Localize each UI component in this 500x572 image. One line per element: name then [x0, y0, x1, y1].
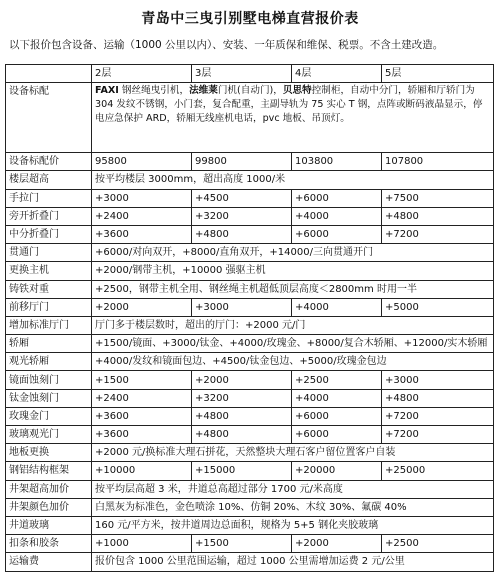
row-description: 160 元/平方米，按井道周边总面积，规格为 5+5 钢化夹胶玻璃	[92, 516, 494, 534]
row-label: 前移厅门	[6, 298, 92, 316]
row-label: 设备标配	[6, 83, 92, 153]
price-cell: +25000	[382, 462, 494, 480]
row-label: 楼层超高	[6, 171, 92, 189]
row-description: +6000/对向双开，+8000/直角双开，+14000/三向贯通开门	[92, 244, 494, 262]
config-text: 门机(自动门)，	[217, 85, 283, 97]
row-label: 设备标配价	[6, 153, 92, 171]
price-cell: 95800	[92, 153, 192, 171]
price-cell: +5000	[382, 298, 494, 316]
price-cell: +7200	[382, 407, 494, 425]
table-row	[6, 535, 494, 553]
table-row	[6, 298, 494, 316]
brand-faxi: FAXI	[95, 85, 119, 97]
header-row	[6, 65, 494, 83]
price-cell: 99800	[192, 153, 292, 171]
row-label: 井架颜色加价	[6, 498, 92, 516]
price-cell: +1500	[192, 535, 292, 553]
row-description: +2000 元/换标准大理石拼花，天然整块大理石客户留位置客户自装	[92, 444, 494, 462]
price-cell: +4000	[292, 389, 382, 407]
price-cell: +3000	[92, 189, 192, 207]
header-cell	[6, 65, 92, 83]
price-cell: +3000	[382, 371, 494, 389]
table-row	[6, 371, 494, 389]
page-subtitle: 以下报价包含设备、运输（1000 公里以内）、安装、一年质保和维保、税票。不含土建改造。	[9, 39, 444, 51]
price-cell: +4500	[192, 189, 292, 207]
price-cell: +3600	[92, 407, 192, 425]
row-label: 钢铝结构框架	[6, 462, 92, 480]
price-cell: +1000	[92, 535, 192, 553]
price-cell: +2000	[92, 298, 192, 316]
page-title: 青岛中三曳引别墅电梯直营报价表	[141, 11, 359, 27]
table-row	[6, 335, 494, 353]
brand-favelly: 法维莱	[189, 85, 218, 97]
table-row	[6, 407, 494, 425]
row-description: +4000/发纹和镜面包边、+4500/钛金包边、+5000/玫瑰金包边	[92, 353, 494, 371]
price-cell: +4000	[292, 298, 382, 316]
price-cell: +20000	[292, 462, 382, 480]
row-label: 增加标准厅门	[6, 316, 92, 334]
table-row	[6, 171, 494, 189]
table-row	[6, 444, 494, 462]
table-row	[6, 262, 494, 280]
row-label: 铸铁对重	[6, 280, 92, 298]
row-label: 中分折叠门	[6, 225, 92, 243]
row-description: 白黑灰为标准色，金色喷涂 10%、仿铜 20%、木纹 30%、氟碳 40%	[92, 498, 494, 516]
row-label: 玫瑰金门	[6, 407, 92, 425]
table-row	[6, 244, 494, 262]
price-cell: +4800	[382, 207, 494, 225]
header-cell: 5层	[382, 65, 494, 83]
table-row	[6, 153, 494, 171]
table-row	[6, 553, 494, 571]
row-label: 镜面蚀刻门	[6, 371, 92, 389]
config-row	[6, 83, 494, 153]
table-row	[6, 280, 494, 298]
price-table	[5, 64, 494, 572]
price-cell: +6000	[292, 407, 382, 425]
price-cell: +4800	[192, 225, 292, 243]
table-row	[6, 316, 494, 334]
price-cell: +2000	[292, 535, 382, 553]
row-label: 贯通门	[6, 244, 92, 262]
price-cell: +15000	[192, 462, 292, 480]
price-cell: +3600	[92, 426, 192, 444]
price-cell: +7200	[382, 426, 494, 444]
header-cell: 2层	[92, 65, 192, 83]
row-description: 按平均楼层 3000mm，超出高度 1000/米	[92, 171, 494, 189]
table-row	[6, 498, 494, 516]
row-description: +1500/镜面、+3000/钛金、+4000/玫瑰金、+8000/复合木轿厢、+12000/实木轿厢	[92, 335, 494, 353]
table-row	[6, 207, 494, 225]
price-cell: +2000	[192, 371, 292, 389]
row-description: 按平均层高超 3 米，井道总高超过部分 1700 元/米高度	[92, 480, 494, 498]
row-label: 手拉门	[6, 189, 92, 207]
row-label: 井架超高加价	[6, 480, 92, 498]
price-cell: +6000	[292, 225, 382, 243]
price-cell: +2400	[92, 207, 192, 225]
header-cell: 3层	[192, 65, 292, 83]
row-label: 井道玻璃	[6, 516, 92, 534]
price-cell: +6000	[292, 426, 382, 444]
price-cell: +4800	[382, 389, 494, 407]
row-label: 钛金蚀刻门	[6, 389, 92, 407]
price-cell: +3000	[192, 298, 292, 316]
price-cell: +2500	[292, 371, 382, 389]
row-label: 扣条和胶条	[6, 535, 92, 553]
row-description: +2500，钢带主机全用、钢丝绳主机超低顶层高度＜2800mm 时用一半	[92, 280, 494, 298]
price-cell: +4800	[192, 407, 292, 425]
price-cell: +4000	[292, 207, 382, 225]
config-text: 控制柜，自动中分门，轿厢和厅轿门为 304 发纹不锈钢，小门套，复合配重，主副导轨为 75 实心 T 钢，点阵或断码液晶显示，停电应急保护 ARD，轿厢无线座机电话，pvc 地板、吊顶灯。	[95, 85, 483, 125]
row-label: 更换主机	[6, 262, 92, 280]
header-cell: 4层	[292, 65, 382, 83]
table-row	[6, 516, 494, 534]
row-label: 观光轿厢	[6, 353, 92, 371]
row-description: +2000/钢带主机，+10000 强驱主机	[92, 262, 494, 280]
table-row	[6, 426, 494, 444]
row-description: 报价包含 1000 公里范围运输，超过 1000 公里需增加运费 2 元/公里	[92, 553, 494, 571]
price-cell: +7500	[382, 189, 494, 207]
row-label: 轿厢	[6, 335, 92, 353]
price-cell: +7200	[382, 225, 494, 243]
price-cell: +3200	[192, 389, 292, 407]
row-label: 旁开折叠门	[6, 207, 92, 225]
row-description: 厅门多于楼层数时，超出的厅门：+2000 元/门	[92, 316, 494, 334]
table-row	[6, 480, 494, 498]
price-cell: +3200	[192, 207, 292, 225]
row-label: 地板更换	[6, 444, 92, 462]
table-row	[6, 389, 494, 407]
price-cell: +6000	[292, 189, 382, 207]
row-label: 运输费	[6, 553, 92, 571]
price-cell: 107800	[382, 153, 494, 171]
price-cell: +3600	[92, 225, 192, 243]
row-label: 玻璃观光门	[6, 426, 92, 444]
price-cell: +2400	[92, 389, 192, 407]
config-text: 钢丝绳曳引机，	[118, 85, 190, 97]
price-cell: 103800	[292, 153, 382, 171]
price-cell: +2500	[382, 535, 494, 553]
table-row	[6, 462, 494, 480]
config-description	[92, 83, 494, 153]
table-row	[6, 353, 494, 371]
price-cell: +10000	[92, 462, 192, 480]
table-row	[6, 225, 494, 243]
price-cell: +1500	[92, 371, 192, 389]
price-cell: +4800	[192, 426, 292, 444]
table-row	[6, 189, 494, 207]
brand-best: 贝思特	[282, 85, 312, 97]
